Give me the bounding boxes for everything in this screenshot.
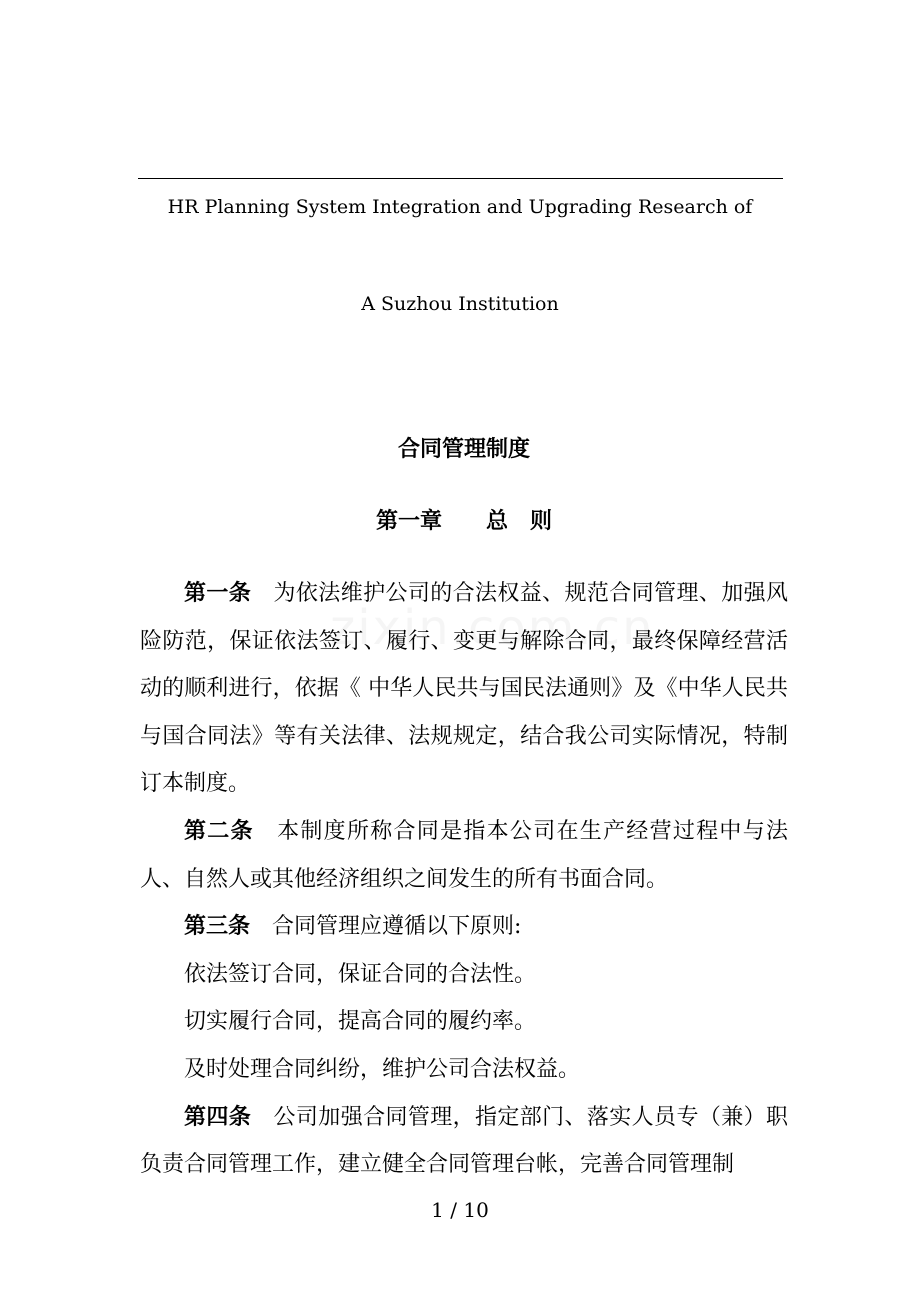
article-4 [140,1094,788,1189]
article-text: 合同管理应遵循以下原则: [250,914,522,940]
article-1 [140,570,788,808]
article-text: 公司加强合同管理，指定部门、落实人员专（兼）职负责合同管理工作，建立健全合同管理台帐，完善合同管理制 [140,1104,788,1178]
page-number: 1 / 10 [431,1198,489,1222]
article-2 [140,808,788,903]
header-title-line2: A Suzhou Institution [361,293,559,315]
article-label: 第一条 [184,580,252,606]
document-body [140,570,788,1189]
header-rule [138,178,783,179]
principle-item: 及时处理合同纠纷，维护公司合法权益。 [184,1056,581,1082]
document-title: 合同管理制度 [397,436,530,462]
chapter-heading: 第一章 总 则 [375,508,552,534]
article-label: 第四条 [184,1103,252,1130]
header-title-line1: HR Planning System Integration and Upgrading Research of [167,196,753,218]
article-text: 本制度所称合同是指本公司在生产经营过程中与法人、自然人或其他经济组织之间发生的所有书面合同。 [140,818,788,892]
article-label: 第二条 [184,817,254,844]
article-label: 第三条 [184,913,251,940]
article-text: 为依法维护公司的合法权益、规范合同管理、加强风险防范，保证依法签订、履行、变更与解除合同，最终保障经营活动的顺利进行，依据《 中华人民共与国民法通则》及《中华人民共与国合同法》等有关法律、法规规定，结合我公司实际情况，特制订本制度。 [140,581,788,797]
article-3 [140,903,788,951]
principle-item: 切实履行合同，提高合同的履约率。 [184,1009,537,1035]
principle-item: 依法签订合同，保证合同的合法性。 [184,961,537,987]
